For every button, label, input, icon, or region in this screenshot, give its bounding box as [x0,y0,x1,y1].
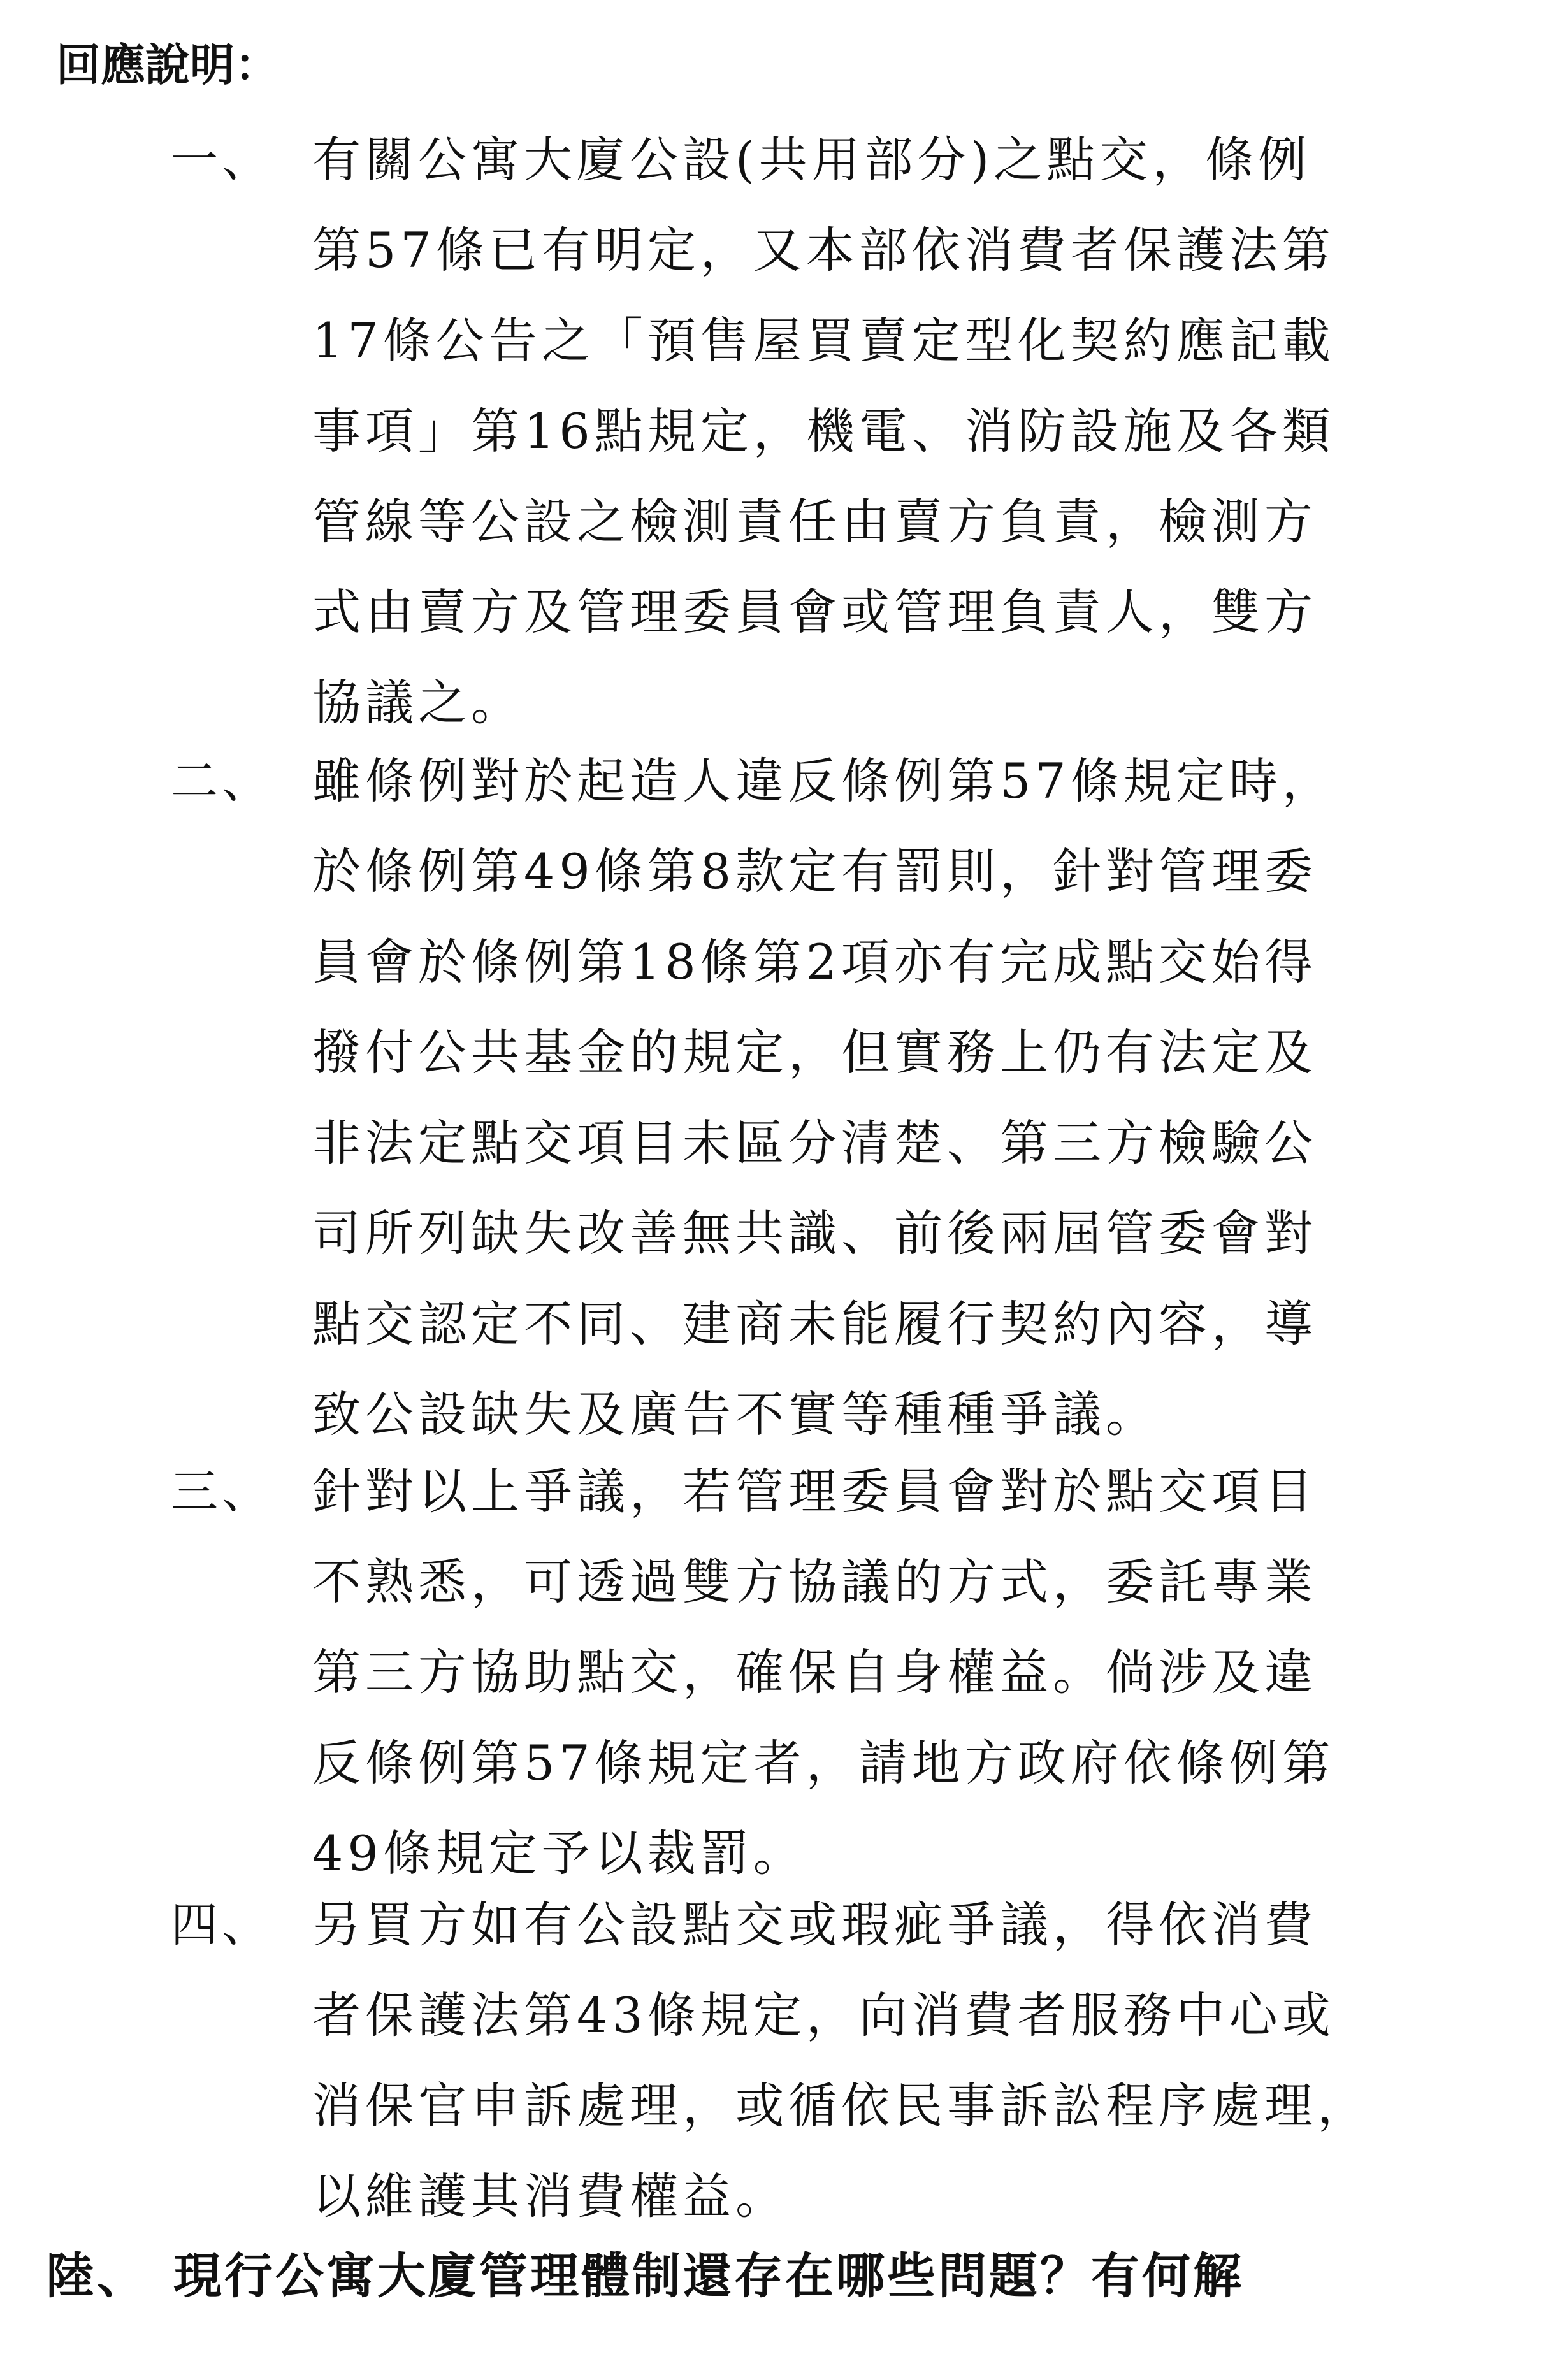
section-number: 陸、 [46,2247,148,2304]
item-text [312,115,1498,748]
text-line: 17條公告之「預售屋買賣定型化契約應記載 [312,312,1335,369]
text-line: 有關公寓大廈公設(共用部分)之點交，條例 [312,131,1311,188]
item-text [312,1446,1498,1899]
response-heading: 回應說明： [56,39,279,91]
text-line: 協議之。 [312,674,524,731]
text-line: 式由賣方及管理委員會或管理負責人，雙方 [312,584,1317,640]
text-line: 者保護法第43條規定，向消費者服務中心或 [312,1987,1335,2044]
text-line: 第三方協助點交，確保自身權益。倘涉及違 [312,1644,1317,1701]
text-line: 點交認定不同、建商未能履行契約內容，導 [312,1295,1317,1352]
text-line: 事項」第16點規定，機電、消防設施及各類 [312,403,1335,459]
section-title: 現行公寓大廈管理體制還存在哪些問題？有何解 [173,2247,1244,2304]
text-line: 消保官申訴處理，或循依民事訴訟程序處理， [312,2077,1370,2134]
text-line: 司所列缺失改善無共識、前後兩屆管委會對 [312,1205,1317,1262]
text-line: 不熟悉，可透過雙方協議的方式，委託專業 [312,1554,1317,1610]
text-line: 針對以上爭議，若管理委員會對於點交項目 [312,1463,1317,1520]
text-line: 第57條已有明定，又本部依消費者保護法第 [312,222,1335,278]
text-line: 49條規定予以裁罰。 [312,1825,806,1882]
text-line: 員會於條例第18條第2項亦有完成點交始得 [312,934,1318,990]
text-line: 以維護其消費權益。 [312,2168,788,2225]
text-line: 於條例第49條第8款定有罰則，針對管理委 [312,843,1318,900]
text-line: 管線等公設之檢測責任由賣方負責，檢測方 [312,493,1317,550]
text-line: 雖條例對於起造人違反條例第57條規定時， [312,753,1335,809]
item-marker: 二、 [171,754,273,809]
text-line: 撥付公共基金的規定，但實務上仍有法定及 [312,1024,1317,1081]
item-marker: 四、 [171,1898,273,1952]
section-heading [46,2238,1244,2314]
item-marker: 三、 [171,1464,273,1519]
text-line: 反條例第57條規定者，請地方政府依條例第 [312,1735,1335,1791]
text-line: 致公設缺失及廣告不實等種種爭議。 [312,1386,1159,1443]
item-text [312,1880,1498,2242]
item-marker: 一、 [171,133,273,187]
item-text [312,736,1498,1460]
text-line: 非法定點交項目未區分清楚、第三方檢驗公 [312,1114,1317,1171]
text-line: 另買方如有公設點交或瑕疵爭議，得依消費 [312,1896,1317,1953]
